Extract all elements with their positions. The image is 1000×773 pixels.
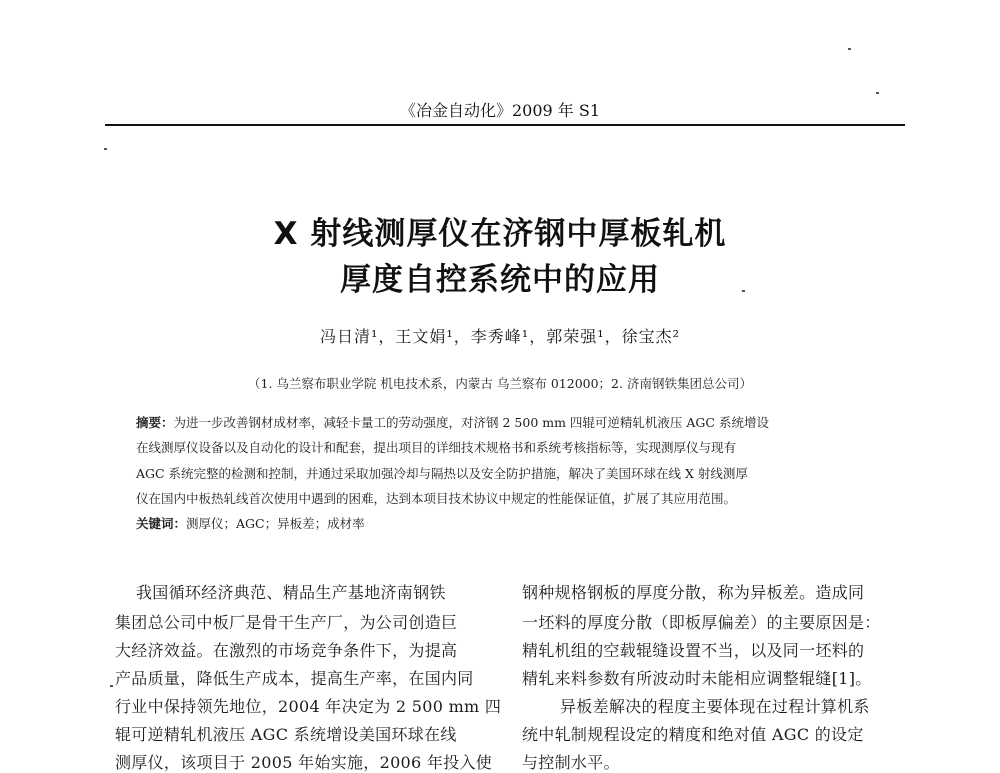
title-line-1: X 射线测厚仪在济钢中厚板轧机: [273, 216, 727, 252]
keywords-label: 关键词：: [136, 516, 187, 531]
author-list: 冯日清¹，王文娟¹，李秀峰¹，郭荣强¹，徐宝杰²: [319, 327, 681, 346]
scan-speck: [742, 290, 745, 292]
body-right-line: 与控制水平。: [522, 753, 620, 772]
header-rule: [105, 124, 905, 126]
body-left-line: 我国循环经济典范、精品生产基地济南钢铁: [136, 583, 446, 602]
body-right-line: 异板差解决的程度主要体现在过程计算机系: [560, 697, 870, 716]
abstract-line: 在线测厚仪设备以及自动化的设计和配套，提出项目的详细技术规格书和系统考核指标等，实现测厚仪与现有: [136, 440, 737, 455]
body-left-line: 集团总公司中板厂是骨干生产厂，为公司创造巨: [115, 613, 458, 632]
body-left-line: 产品质量，降低生产成本，提高生产率，在国内同: [115, 669, 474, 688]
keywords-line: [136, 514, 365, 532]
body-left-line: 辊可逆精轧机液压 AGC 系统增设美国环球在线: [115, 725, 457, 744]
title-line-2: 厚度自控系统中的应用: [340, 262, 660, 298]
body-right-line: 精轧机组的空载辊缝设置不当，以及同一坯料的: [522, 641, 865, 660]
scan-speck: [110, 685, 113, 687]
body-right-line: 一坯料的厚度分散（即板厚偏差）的主要原因是：: [522, 613, 881, 632]
journal-header: 《冶金自动化》2009 年 S1: [399, 101, 601, 120]
scan-speck: [848, 48, 851, 50]
scan-speck: [876, 92, 879, 94]
abstract-line: AGC 系统完整的检测和控制，并通过采取加强冷却与隔热以及安全防护措施，解决了美国环球在线 X 射线测厚: [136, 466, 748, 481]
abstract-line: [136, 413, 769, 431]
body-right-line: 精轧来料参数有所波动时未能相应调整辊缝[1]。: [522, 669, 872, 688]
scan-speck: [104, 148, 107, 150]
body-left-line: 测厚仪，该项目于 2005 年始实施，2006 年投入使: [115, 753, 493, 772]
body-right-line: 钢种规格钢板的厚度分散，称为异板差。造成同: [522, 583, 865, 602]
abstract-label: 摘要：: [136, 415, 174, 430]
abstract-line: 仪在国内中板热轧线首次使用中遇到的困难，达到本项目技术协议中规定的性能保证值，扩展了其应用范围。: [136, 491, 737, 506]
abstract-text: 为进一步改善钢材成材率，减轻卡量工的劳动强度，对济钢 2 500 mm 四辊可逆精轧机液压 AGC 系统增设: [173, 415, 769, 430]
keywords-text: 测厚仪；AGC；异板差；成材率: [186, 516, 365, 531]
body-left-line: 大经济效益。在激烈的市场竞争条件下，为提高: [115, 641, 458, 660]
affiliation: （1. 乌兰察布职业学院 机电技术系，内蒙古 乌兰察布 012000；2. 济南钢铁集团总公司）: [248, 376, 752, 391]
body-right-line: 统中轧制规程设定的精度和绝对值 AGC 的设定: [522, 725, 864, 744]
body-left-line: 行业中保持领先地位，2004 年决定为 2 500 mm 四: [115, 697, 502, 716]
